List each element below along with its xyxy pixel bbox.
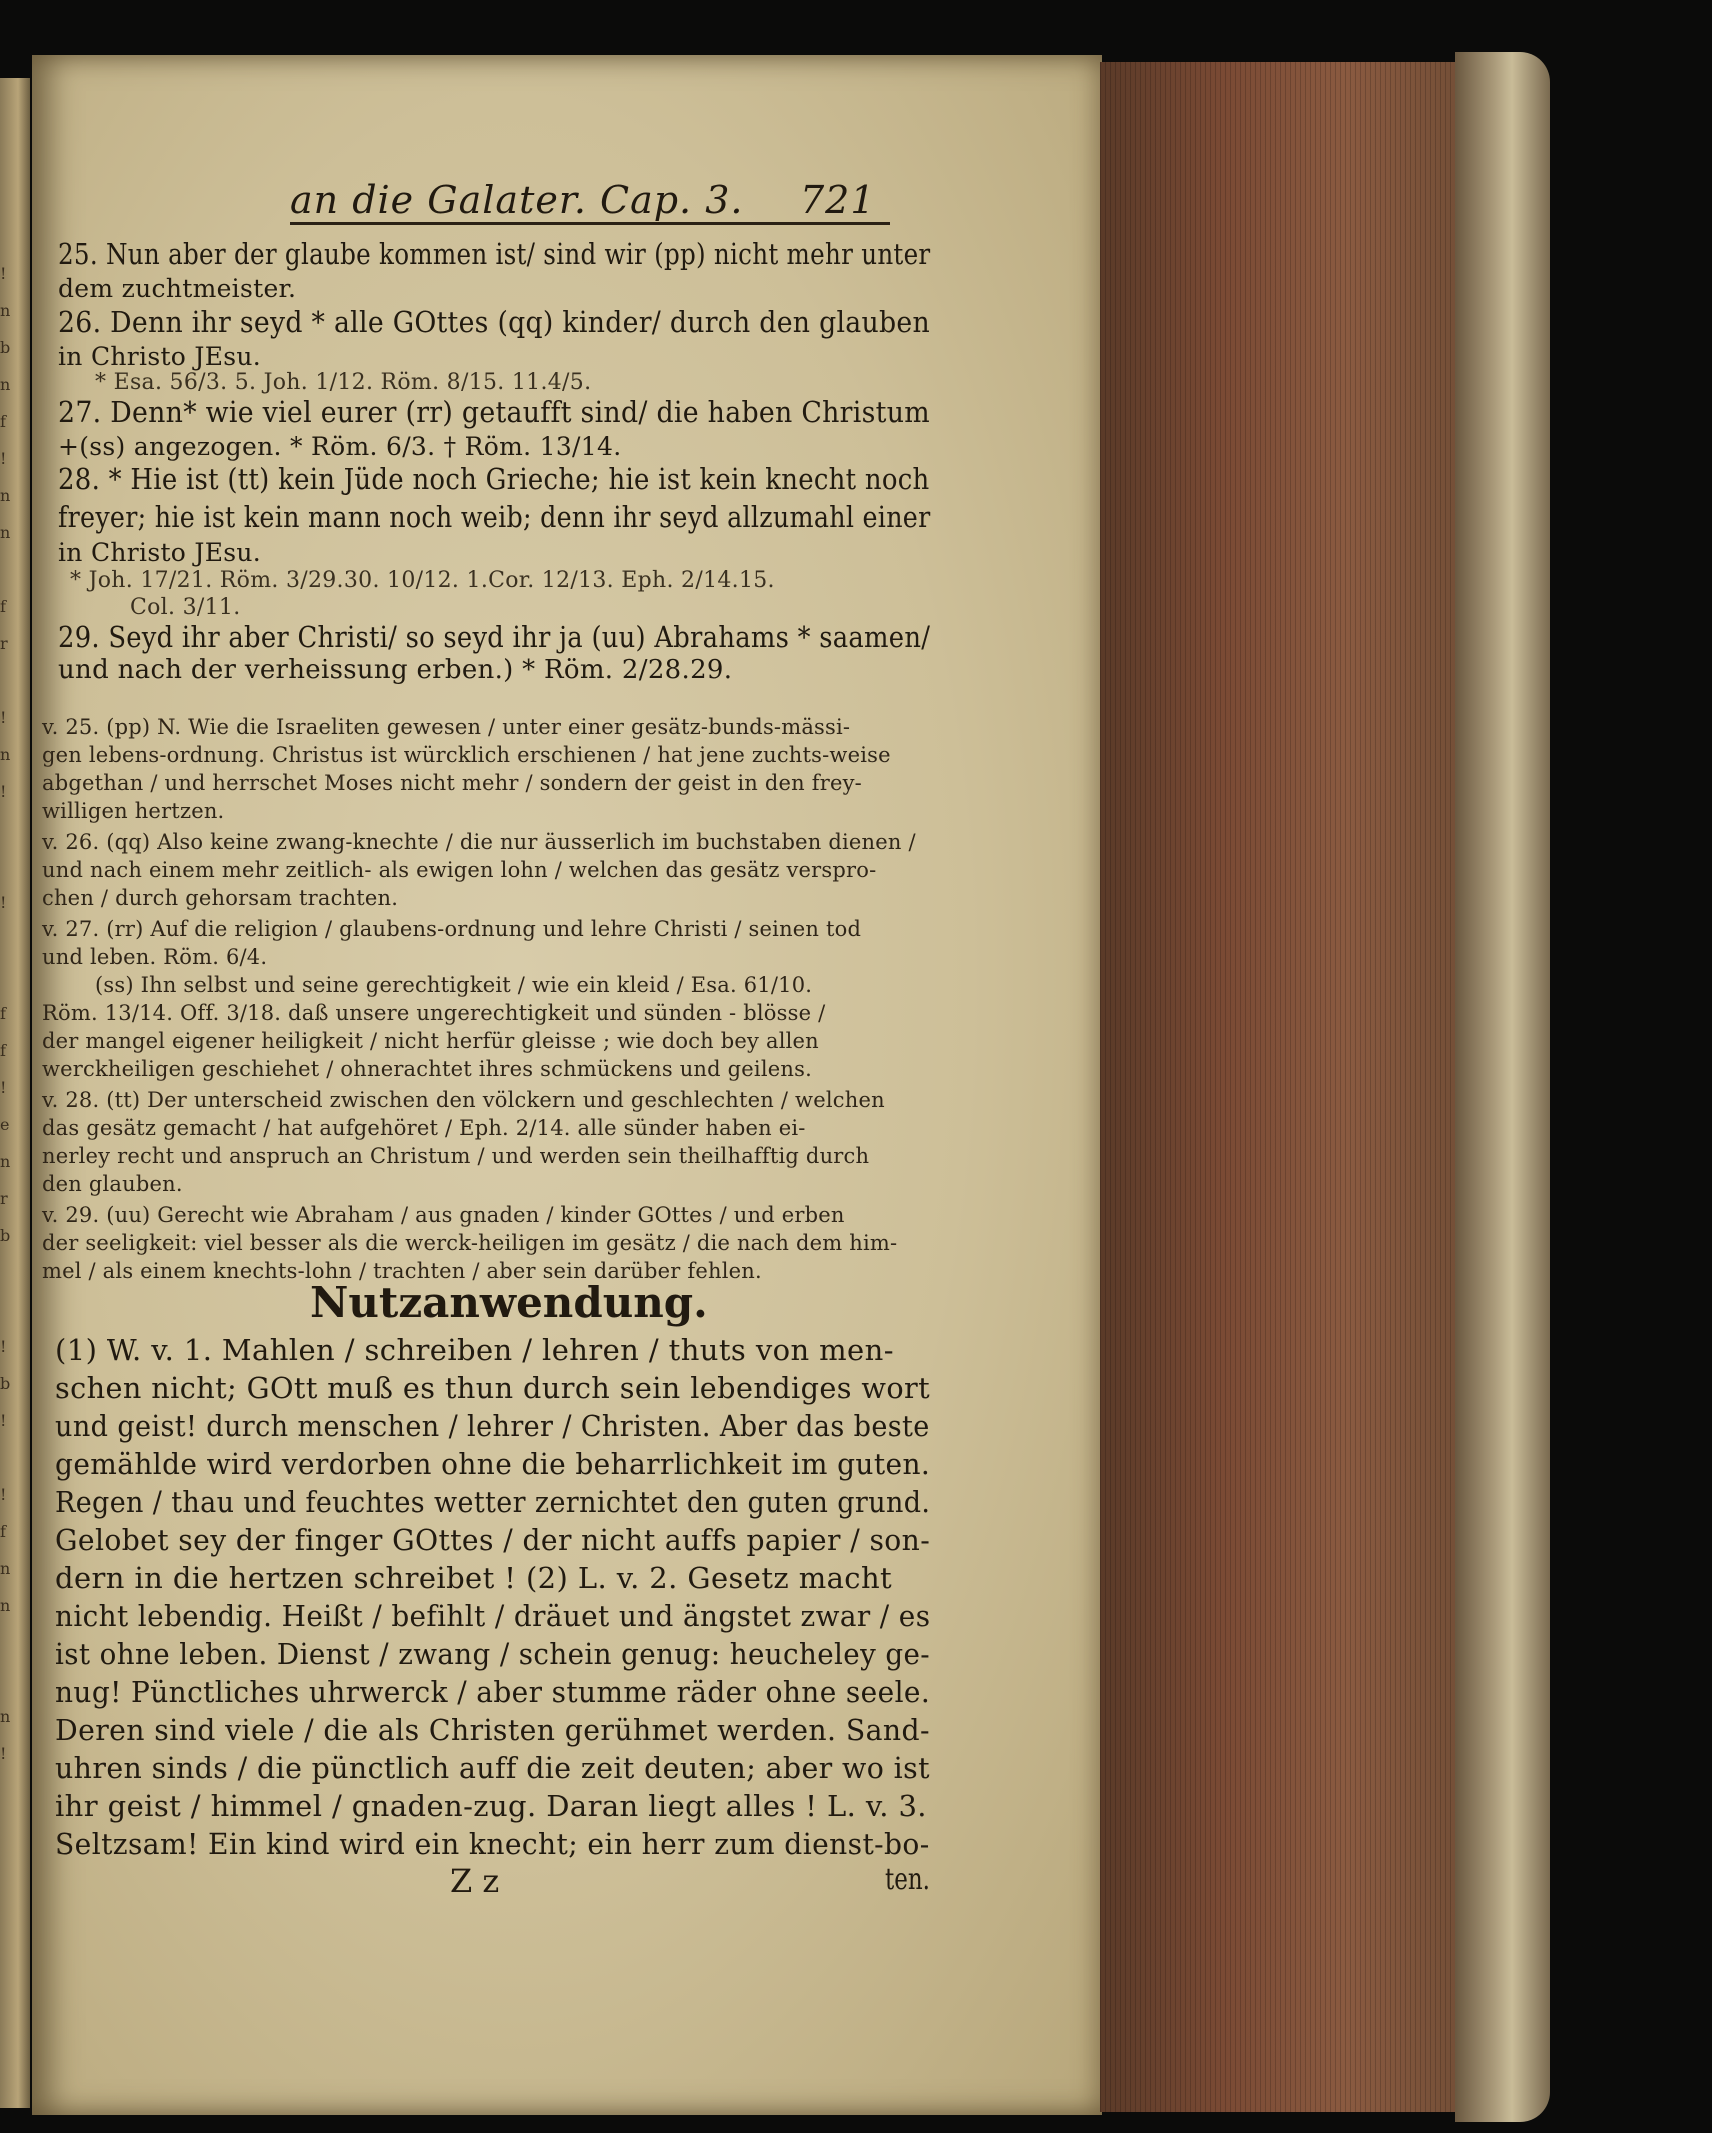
- body-line: gemählde wird verdorben ohne die beharrlichkeit im guten.: [55, 1447, 931, 1481]
- note-line: und leben. Röm. 6/4.: [42, 945, 268, 969]
- body-line: ist ohne leben. Dienst / zwang / schein genug: heucheley ge-: [55, 1637, 931, 1671]
- book-fore-edge: [1100, 62, 1510, 2112]
- running-head: [290, 178, 876, 222]
- page-number: 721: [800, 178, 876, 222]
- body-line: Seltzsam! Ein kind wird ein knecht; ein herr zum dienst-bo-: [55, 1827, 930, 1861]
- cross-reference: * Joh. 17/21. Röm. 3/29.30. 10/12. 1.Cor. 12/13. Eph. 2/14.15.: [70, 568, 775, 593]
- verse-line: 25. Nun aber der glaube kommen ist/ sind wir (pp) nicht mehr unter: [58, 237, 931, 271]
- body-line: Gelobet sey der finger GOttes / der nicht auffs papier / son-: [55, 1523, 931, 1557]
- note-line: v. 25. (pp) N. Wie die Israeliten gewesen / unter einer gesätz-bunds-mässi-: [42, 715, 851, 739]
- note-line: v. 28. (tt) Der unterscheid zwischen den völckern und geschlechten / welchen: [42, 1088, 885, 1112]
- note-line: werckheiligen geschiehet / ohnerachtet ihres schmückens und geilens.: [42, 1057, 812, 1081]
- verse-line: und nach der verheissung erben.) * Röm. 2/28.29.: [58, 655, 733, 685]
- verse-line: in Christo JEsu.: [58, 538, 262, 567]
- note-line: v. 27. (rr) Auf die religion / glaubens-ordnung und lehre Christi / seinen tod: [42, 917, 862, 941]
- catchword: ten.: [885, 1862, 931, 1897]
- book-binding: [1455, 52, 1550, 2122]
- note-line: mel / als einem knechts-lohn / trachten / aber sein darüber fehlen.: [42, 1259, 762, 1283]
- verse-line: freyer; hie ist kein mann noch weib; denn ihr seyd allzumahl einer: [58, 500, 931, 534]
- note-line: (ss) Ihn selbst und seine gerechtigkeit / wie ein kleid / Esa. 61/10.: [95, 973, 813, 997]
- body-line: und geist! durch menschen / lehrer / Christen. Aber das beste: [55, 1409, 930, 1443]
- running-head-chapter: Cap. 3.: [600, 178, 744, 222]
- section-heading: Nutzanwendung.: [310, 1278, 708, 1327]
- note-line: der seeligkeit: viel besser als die werck-heiligen im gesätz / die nach dem him-: [42, 1231, 898, 1255]
- note-line: abgethan / und herrschet Moses nicht mehr / sondern der geist in den frey-: [42, 771, 862, 795]
- body-line: uhren sinds / die pünctlich auff die zeit deuten; aber wo ist: [55, 1751, 930, 1785]
- note-line: gen lebens-ordnung. Christus ist würcklich erschienen / hat jene zuchts-weise: [42, 743, 891, 767]
- note-line: v. 26. (qq) Also keine zwang-knechte / die nur äusserlich im buchstaben dienen /: [42, 830, 916, 854]
- note-line: chen / durch gehorsam trachten.: [42, 886, 399, 910]
- body-line: Deren sind viele / die als Christen gerühmet werden. Sand-: [55, 1713, 930, 1747]
- note-line: das gesätz gemacht / hat aufgehöret / Eph. 2/14. alle sünder haben ei-: [42, 1116, 806, 1140]
- signature-mark: Z z: [450, 1862, 500, 1900]
- body-line: (1) W. v. 1. Mahlen / schreiben / lehren / thuts von men-: [55, 1333, 894, 1367]
- verse-line: +(ss) angezogen. * Röm. 6/3. † Röm. 13/14.: [58, 432, 622, 461]
- note-line: nerley recht und anspruch an Christum / und werden sein theilhafftig durch: [42, 1144, 870, 1168]
- verse-line: 29. Seyd ihr aber Christi/ so seyd ihr ja (uu) Abrahams * saamen/: [58, 620, 931, 654]
- verse-line: 28. * Hie ist (tt) kein Jüde noch Grieche; hie ist kein knecht noch: [58, 462, 930, 496]
- note-line: willigen hertzen.: [42, 799, 225, 823]
- note-line: den glauben.: [42, 1172, 183, 1196]
- body-line: nicht lebendig. Heißt / befihlt / dräuet und ängstet zwar / es: [55, 1599, 931, 1633]
- verse-line: 27. Denn* wie viel eurer (rr) getaufft sind/ die haben Christum: [58, 395, 930, 429]
- body-line: Regen / thau und feuchtes wetter zernichtet den guten grund.: [55, 1485, 931, 1519]
- previous-page-margin-text: ! n b n f ! n n f r ! n ! ! f f ! e n r b ! b ! ! f n n n !: [0, 264, 10, 1763]
- cross-reference: Col. 3/11.: [130, 595, 241, 620]
- note-line: v. 29. (uu) Gerecht wie Abraham / aus gnaden / kinder GOttes / und erben: [42, 1203, 845, 1227]
- cross-reference: * Esa. 56/3. 5. Joh. 1/12. Röm. 8/15. 11.4/5.: [95, 370, 592, 395]
- verse-line: in Christo JEsu.: [58, 342, 262, 371]
- body-line: dern in die hertzen schreibet ! (2) L. v. 2. Gesetz macht: [55, 1561, 893, 1595]
- note-line: der mangel eigener heiligkeit / nicht herfür gleisse ; wie doch bey allen: [42, 1029, 819, 1053]
- verse-line: dem zuchtmeister.: [58, 274, 297, 303]
- note-line: und nach einem mehr zeitlich- als ewigen lohn / welchen das gesätz verspro-: [42, 858, 877, 882]
- running-head-title: an die Galater.: [290, 178, 587, 222]
- body-line: schen nicht; GOtt muß es thun durch sein lebendiges wort: [55, 1371, 931, 1405]
- body-line: nug! Pünctliches uhrwerck / aber stumme räder ohne seele.: [55, 1675, 931, 1709]
- note-line: Röm. 13/14. Off. 3/18. daß unsere ungerechtigkeit und sünden - blösse /: [42, 1001, 826, 1025]
- head-rule: [290, 222, 890, 225]
- body-line: ihr geist / himmel / gnaden-zug. Daran liegt alles ! L. v. 3.: [55, 1789, 927, 1823]
- verse-line: 26. Denn ihr seyd * alle GOttes (qq) kinder/ durch den glauben: [58, 305, 930, 339]
